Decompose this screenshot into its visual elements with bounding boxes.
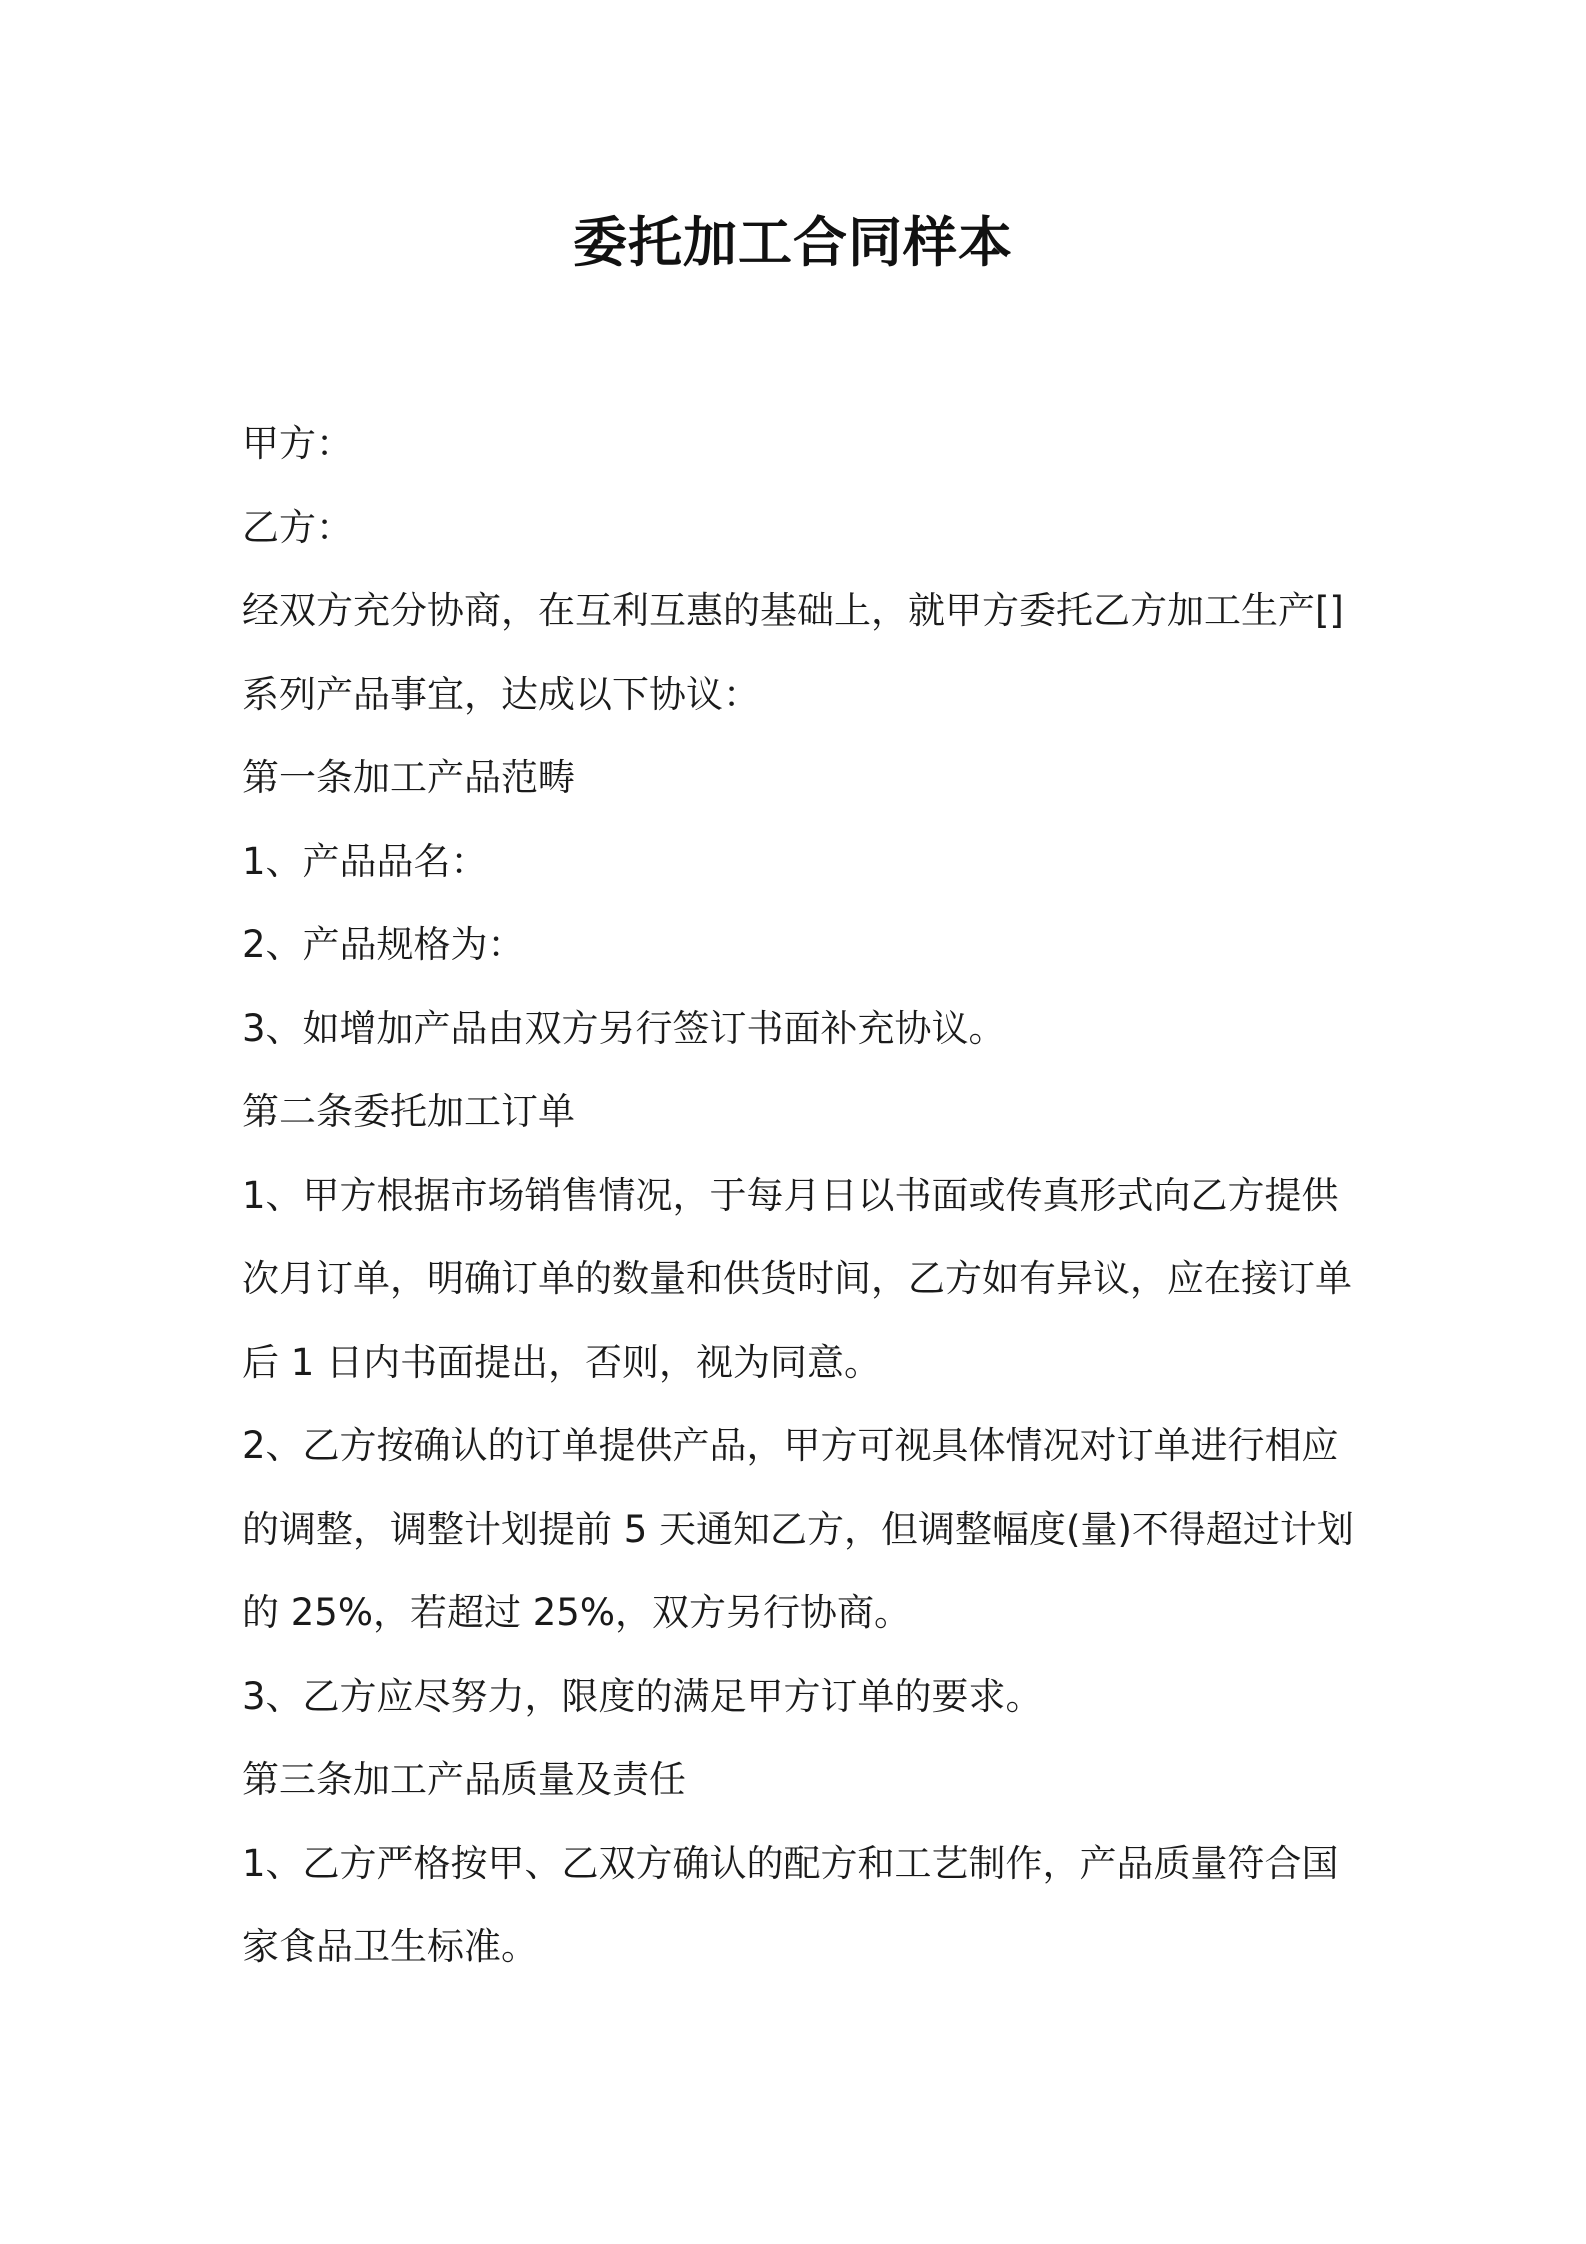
clause-line: 2、乙方按确认的订单提供产品，甲方可视具体情况对订单进行相应 [242, 1424, 1339, 1467]
clause-line: 2、产品规格为： [242, 923, 525, 966]
clause-line: 后 1 日内书面提出，否则，视为同意。 [242, 1340, 882, 1384]
clause-line: 次月订单，明确订单的数量和供货时间，乙方如有异议，应在接订单 [242, 1257, 1352, 1300]
article-heading: 第二条委托加工订单 [242, 1090, 575, 1133]
article-heading: 第一条加工产品范畴 [242, 756, 575, 799]
article-heading: 第三条加工产品质量及责任 [242, 1758, 686, 1801]
party-a-line: 甲方： [242, 422, 353, 465]
clause-line: 1、产品品名： [242, 839, 488, 883]
clause-line: 的 25%，若超过 25%，双方另行协商。 [242, 1591, 911, 1634]
document-title: 委托加工合同样本 [573, 211, 1013, 274]
preamble-line: 经双方充分协商，在互利互惠的基础上，就甲方委托乙方加工生产[] [242, 589, 1344, 632]
clause-line: 的调整，调整计划提前 5 天通知乙方，但调整幅度(量)不得超过计划 [242, 1507, 1354, 1551]
clause-line: 1、甲方根据市场销售情况，于每月日以书面或传真形式向乙方提供 [242, 1173, 1339, 1217]
party-b-line: 乙方： [242, 505, 353, 549]
document-body [242, 402, 1362, 1989]
clause-line: 3、乙方应尽努力，限度的满足甲方订单的要求。 [242, 1674, 1043, 1718]
clause-line: 家食品卫生标准。 [242, 1925, 538, 1968]
preamble-line: 系列产品事宜，达成以下协议： [242, 672, 760, 716]
clause-line: 1、乙方严格按甲、乙双方确认的配方和工艺制作，产品质量符合国 [242, 1841, 1339, 1885]
clause-line: 3、如增加产品由双方另行签订书面补充协议。 [242, 1006, 1006, 1050]
